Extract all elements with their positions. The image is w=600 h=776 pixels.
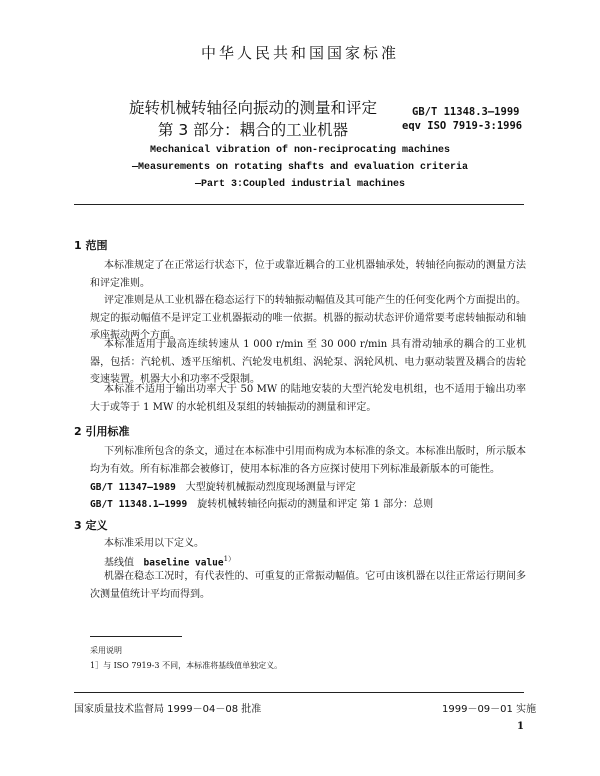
title-en-line1: Mechanical vibration of non-reciprocating machines xyxy=(149,145,451,156)
reference-title: 大型旋转机械振动烈度现场测量与评定 xyxy=(185,482,356,493)
section-2-paragraph-1: 下列标准所包含的条文，通过在本标准中引用而构成为本标准的条文。本标准出版时，所示版本均为有效。所有标准都会被修订，使用本标准的各方应探讨使用下列标准最新版本的可能性。 xyxy=(90,446,526,475)
reference-code: GB/T 11348.1—1999 xyxy=(90,499,188,510)
approval-date: 国家质量技术监督局 1999－04－08 批准 xyxy=(74,704,262,715)
standard-equivalence: eqv ISO 7919-3:1996 xyxy=(402,120,523,132)
top-divider xyxy=(74,204,524,205)
title-cn-line1: 旋转机械转轴径向振动的测量和评定 xyxy=(128,99,377,117)
title-en-line2: —Measurements on rotating shafts and evaluation criteria xyxy=(131,162,469,173)
reference-item xyxy=(90,495,433,510)
section-3-paragraph-2: 机器在稳态工况时，有代表性的、可重复的正常振动幅值。它可由该机器在以往正常运行期间多次测量值统计平均而得到。 xyxy=(90,571,526,600)
page-number: 1 xyxy=(517,721,524,732)
reference-code: GB/T 11347—1989 xyxy=(90,482,176,493)
standard-header: 中华人民共和国国家标准 xyxy=(200,44,399,62)
section-1-heading: 1 范围 xyxy=(74,239,108,252)
bottom-divider xyxy=(74,692,524,693)
term-footnote-marker: 1） xyxy=(223,555,236,563)
term-english: baseline value xyxy=(143,557,224,569)
reference-item xyxy=(90,478,356,493)
reference-title: 旋转机械转轴径向振动的测量和评定 第 1 部分：总则 xyxy=(197,499,434,510)
implementation-date: 1999－09－01 实施 xyxy=(442,704,537,715)
section-1-paragraph-2: 评定准则是从工业机器在稳态运行下的转轴振动幅值及其可能产生的任何变化两个方面提出的。规定的振动幅值不是评定工业机器振动的唯一依据。机器的振动状态评价通常要考虑转轴振动和轴承座振动两个方面。 xyxy=(90,295,526,341)
title-cn-line2: 第 3 部分：耦合的工业机器 xyxy=(157,121,349,139)
section-1-paragraph-4: 本标准不适用于输出功率大于 50 MW 的陆地安装的大型汽轮发电机组，也不适用于输出功率大于或等于 1 MW 的水轮机组及泵组的转轴振动的测量和评定。 xyxy=(90,384,526,413)
term-chinese: 基线值 xyxy=(104,557,134,569)
title-en-line3: —Part 3:Coupled industrial machines xyxy=(194,179,406,190)
section-2-heading: 2 引用标准 xyxy=(74,425,130,438)
section-1-paragraph-3: 本标准适用于最高连续转速从 1 000 r/min 至 30 000 r/min 具有滑动轴承的耦合的工业机器，包括：汽轮机、透平压缩机、汽轮发电机组、涡轮泵、涡轮风机、电力驱动装置及耦合的齿轮变速装置。机器大小和功率不受限制。 xyxy=(90,339,526,385)
section-1-paragraph-1: 本标准规定了在正常运行状态下，位于或靠近耦合的工业机器轴承处，转轴径向振动的测量方法和评定准则。 xyxy=(90,260,526,289)
footnote-text: 1］与 ISO 7919-3 不同，本标准将基线值单独定义。 xyxy=(90,661,283,670)
section-3-heading: 3 定义 xyxy=(74,519,108,532)
standard-number: GB/T 11348.3—1999 xyxy=(412,106,520,118)
section-3-paragraph-1: 本标准采用以下定义。 xyxy=(104,538,204,549)
footnote-label: 采用说明 xyxy=(90,646,122,655)
footnote-divider xyxy=(90,636,182,637)
